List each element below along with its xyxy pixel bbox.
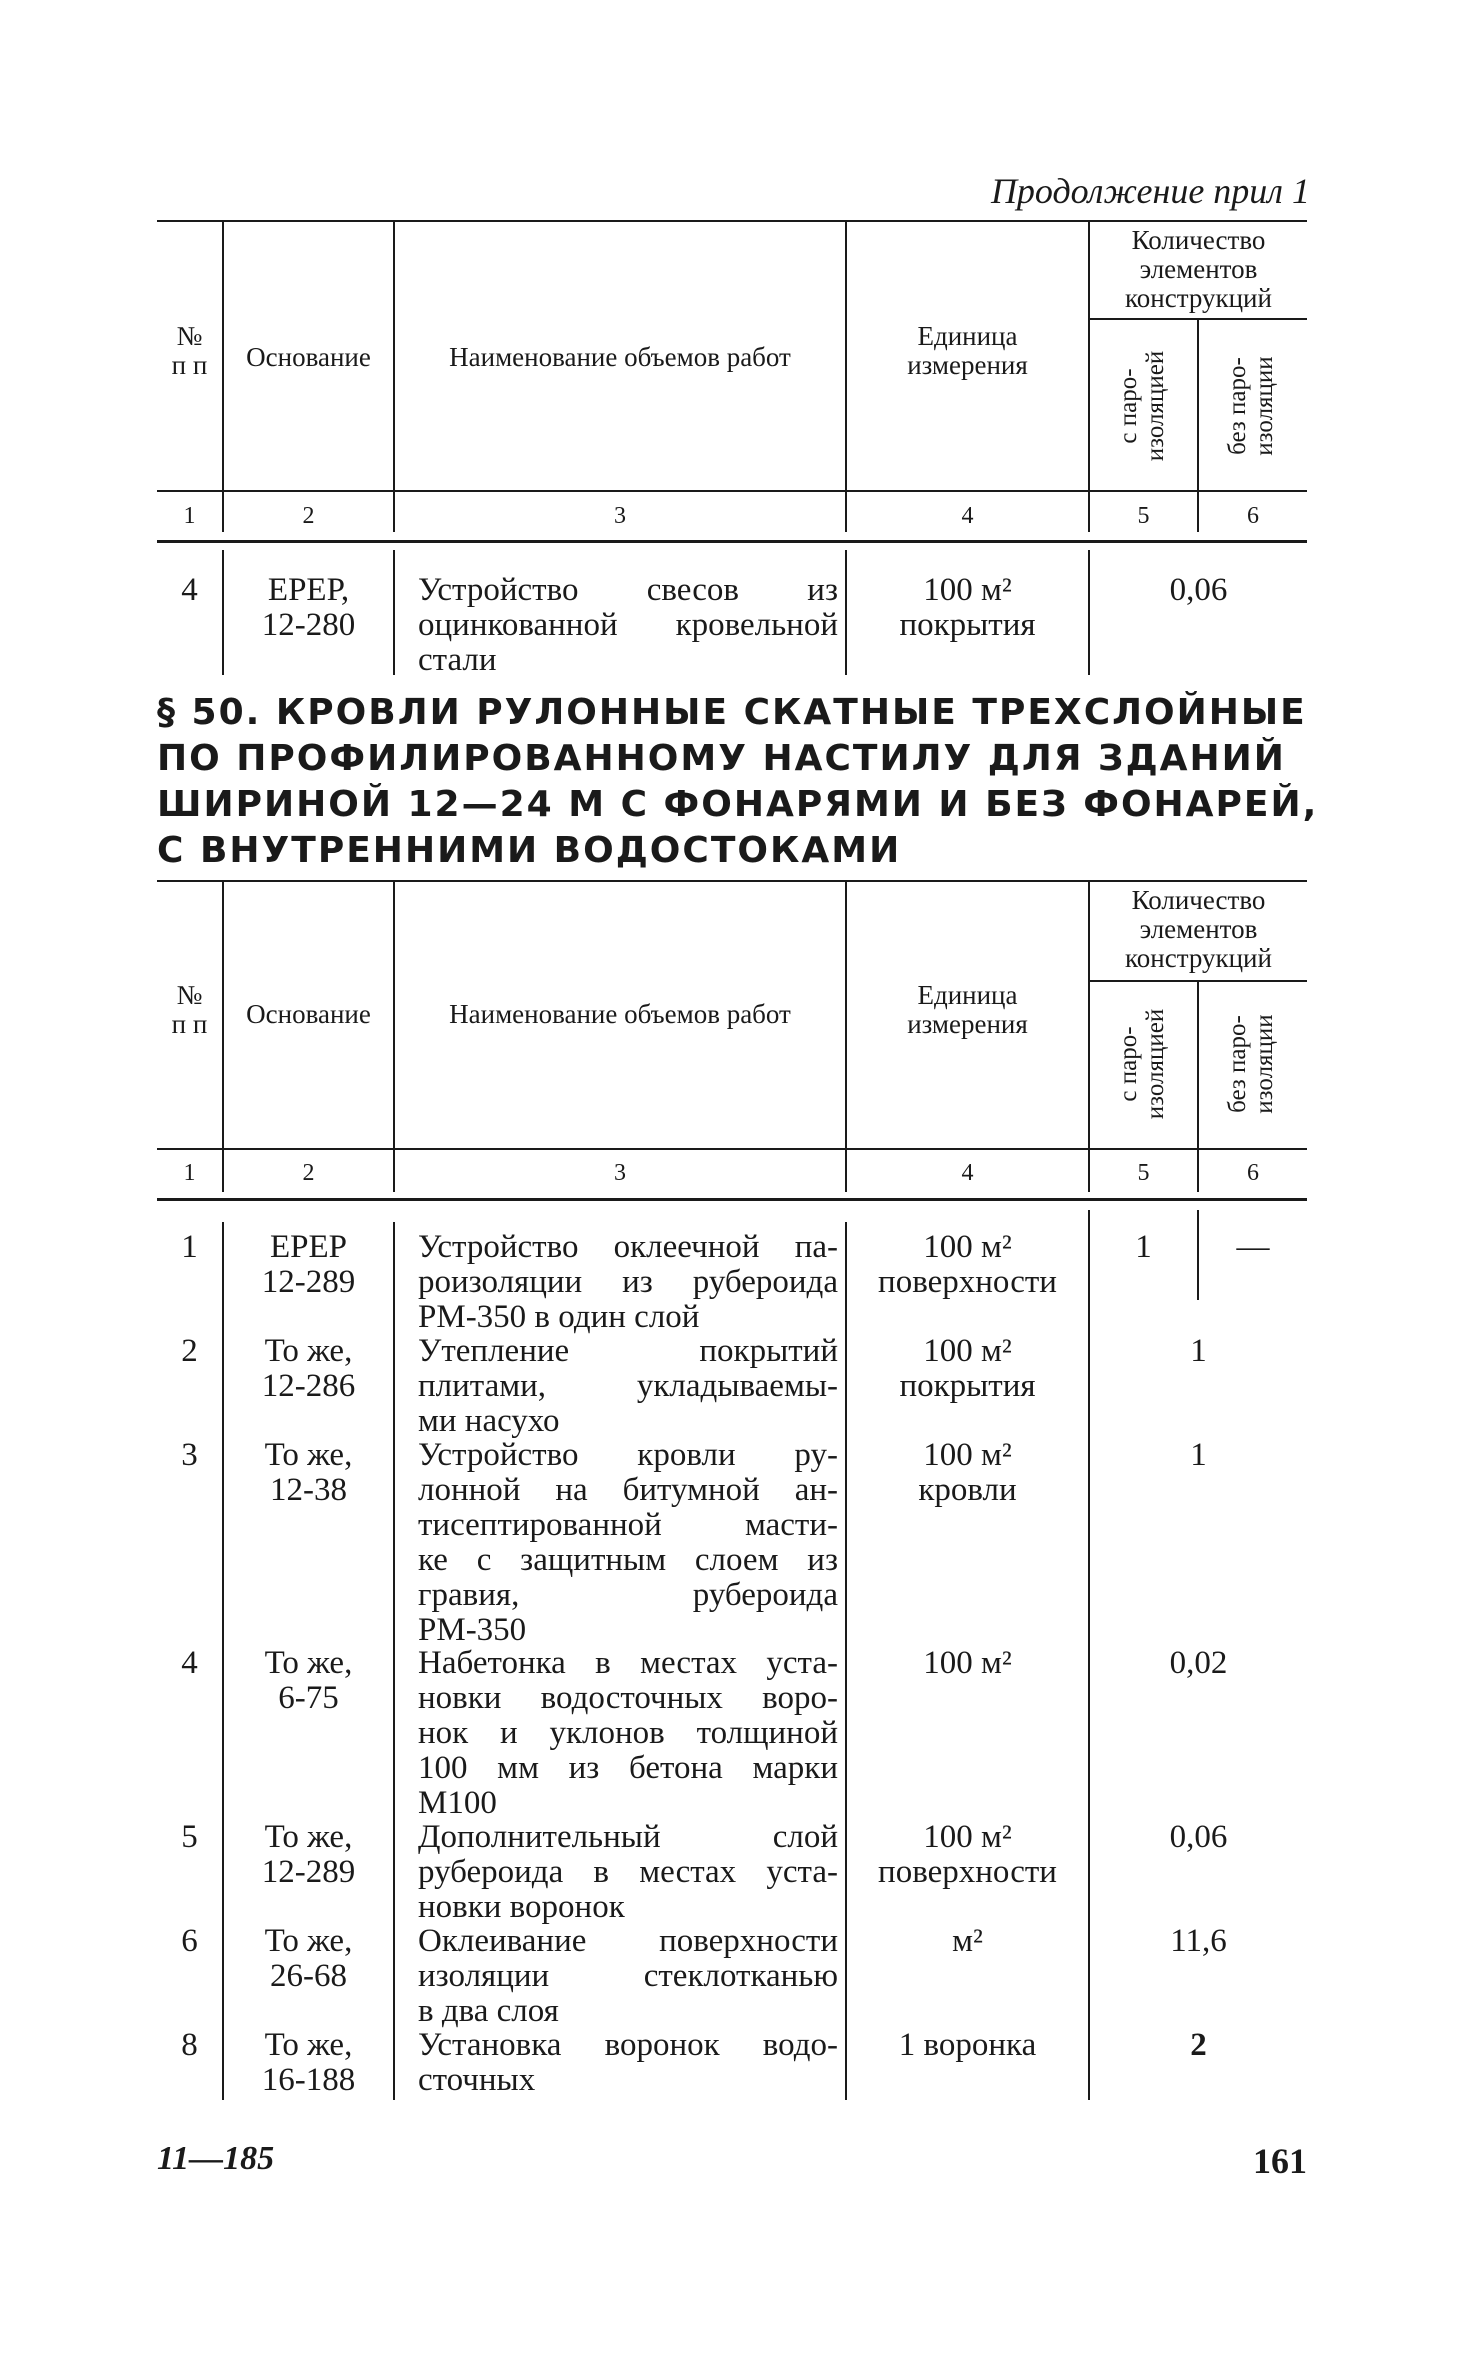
row-qty: 0,02 xyxy=(1169,1645,1228,1681)
row-basis: То же, 26-68 xyxy=(264,1923,353,1994)
row-work: Утепление покрытий плитами, укладываемы- ми насухо xyxy=(418,1333,838,1439)
column-number: 4 xyxy=(961,1160,974,1186)
running-head: Продолжение прил 1 xyxy=(990,171,1310,211)
column-number: 6 xyxy=(1247,503,1259,529)
column-number: 5 xyxy=(1137,503,1150,529)
row-qty-without-vapor: — xyxy=(1236,1229,1270,1265)
row-num: 6 xyxy=(181,1923,198,1959)
row-qty: 1 xyxy=(1190,1437,1207,1473)
row-qty: 2 xyxy=(1190,2027,1207,2063)
row-basis: То же, 12-286 xyxy=(261,1333,356,1404)
column-number: 1 xyxy=(183,1160,196,1186)
header-basis: Основание xyxy=(246,999,371,1029)
column-number: 1 xyxy=(183,503,196,529)
header-unit: Единица измерения xyxy=(907,980,1028,1039)
row-work: Дополнительный слой рубероида в местах уста- новки воронок xyxy=(418,1819,838,1925)
row-unit: 100 м² кровли xyxy=(918,1437,1017,1508)
row-unit: 100 м² xyxy=(923,1645,1012,1681)
page-number: 161 xyxy=(1253,2141,1307,2181)
row-num: 2 xyxy=(181,1333,198,1369)
row-work: Устройство оклеечной па- роизоляции из рубероида РМ-350 в один слой xyxy=(418,1229,838,1335)
row-unit: м² xyxy=(952,1923,983,1959)
row-unit: 1 воронка xyxy=(898,2027,1037,2063)
row-unit: 100 м² поверхности xyxy=(878,1229,1057,1300)
column-number: 6 xyxy=(1247,1160,1259,1186)
column-number: 3 xyxy=(614,1160,626,1186)
header-unit: Единица измерения xyxy=(907,321,1028,380)
footer-signature: 11—185 xyxy=(157,2140,275,2177)
row-basis: То же, 12-289 xyxy=(261,1819,356,1890)
row-qty: 1 xyxy=(1190,1333,1207,1369)
header-num: № п п xyxy=(171,980,208,1039)
row-qty: 11,6 xyxy=(1170,1923,1227,1959)
row-work: Установка воронок водо- сточных xyxy=(418,2027,838,2098)
row-work: Устройство свесов из оцинкованной кровельной стали xyxy=(418,572,838,678)
column-number: 5 xyxy=(1137,1160,1150,1186)
column-number: 3 xyxy=(614,503,626,529)
header-qty: Количество элементов конструкций xyxy=(1125,225,1272,313)
header-basis: Основание xyxy=(246,342,371,372)
row-work: Устройство кровли ру- лонной на битумной ан- тисептированной масти- ке с защитным слоем из гравия, рубероида РМ-350 xyxy=(418,1437,838,1648)
header-without-vapor: без паро- изоляции xyxy=(1224,356,1278,456)
row-basis: То же, 6-75 xyxy=(264,1645,353,1716)
column-number: 4 xyxy=(961,503,974,529)
row-unit: 100 м² поверхности xyxy=(878,1819,1057,1890)
row-num: 8 xyxy=(181,2027,198,2063)
row-basis: ЕРЕР, 12-280 xyxy=(261,572,356,643)
row-num: 5 xyxy=(181,1819,198,1855)
row-basis: ЕРЕР 12-289 xyxy=(261,1229,356,1300)
row-qty: 0,06 xyxy=(1169,572,1228,608)
row-basis: То же, 12-38 xyxy=(264,1437,353,1508)
header-with-vapor: с паро- изоляцией xyxy=(1115,350,1169,462)
column-number: 2 xyxy=(302,1160,315,1186)
row-unit: 100 м² покрытия xyxy=(899,1333,1036,1404)
row-qty: 0,06 xyxy=(1169,1819,1228,1855)
row-num: 3 xyxy=(181,1437,198,1473)
header-qty: Количество элементов конструкций xyxy=(1125,885,1272,973)
row-num: 4 xyxy=(181,572,198,608)
row-work: Набетонка в местах уста- новки водосточных воро- нок и уклонов толщиной 100 мм из бетона марки М100 xyxy=(418,1645,838,1821)
header-without-vapor: без паро- изоляции xyxy=(1224,1014,1278,1114)
row-qty-with-vapor: 1 xyxy=(1135,1229,1152,1265)
row-num: 4 xyxy=(181,1645,198,1681)
header-num: № п п xyxy=(171,321,208,380)
header-work: Наименование объемов работ xyxy=(449,999,791,1029)
row-basis: То же, 16-188 xyxy=(261,2027,356,2098)
row-work: Оклеивание поверхности изоляции стеклотканью в два слоя xyxy=(418,1923,838,2029)
header-with-vapor: с паро- изоляцией xyxy=(1115,1008,1169,1120)
row-num: 1 xyxy=(181,1229,198,1265)
column-number: 2 xyxy=(302,503,315,529)
header-work: Наименование объемов работ xyxy=(449,342,791,372)
row-unit: 100 м² покрытия xyxy=(899,572,1036,643)
